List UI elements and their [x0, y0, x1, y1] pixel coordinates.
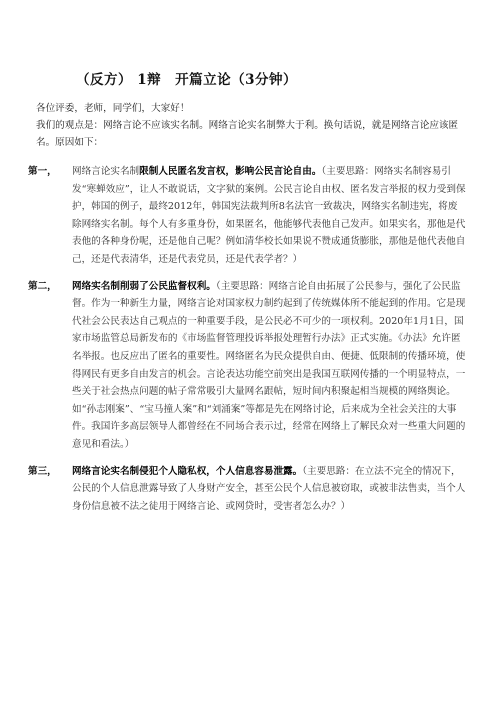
argument-3 — [28, 463, 466, 516]
intro-section — [36, 100, 466, 151]
argument-text — [72, 463, 466, 516]
argument-claim: 网络言论实名制侵犯个人隐私权，个人信息容易泄露。 — [72, 465, 303, 477]
greeting: 各位评委，老师，同学们，大家好！ — [36, 103, 190, 114]
argument-detail: （主要思路：网络实名制容易引发“寒蝉效应”，让人不敢说话，文字狱的案例。公民言论自由权、匿名发言举报的权力受到保护，韩国的例子，最终2012年，韩国宪法裁判所8名法官一致裁决，网络实名制违宪，将废除网络实名制。每个人有多重身份，如果匿名，他能够代表他自己发声。如果实名，那他是代表他的各种身份呢，还是他自己呢？例如清华校长如果说不赞成通货膨胀，那他是他代表他自己，还是代表清华，还是代表党员，还是代表学者？） — [72, 166, 466, 265]
argument-label: 第二， — [28, 280, 57, 292]
argument-text — [72, 278, 466, 454]
argument-claim: 限制人民匿名发言权，影响公民言论自由。 — [139, 166, 322, 177]
argument-label: 第一， — [28, 166, 57, 177]
argument-1 — [28, 163, 466, 269]
thesis-statement: 我们的观点是：网络言论不应该实名制。网络言论实名制弊大于利。换句话说，就是网络言论应该匿名。原因如下： — [36, 120, 459, 148]
page-title: （反方） 1辩 开篇立论（3分钟） — [76, 72, 297, 88]
argument-detail: （主要思路：网络言论自由拓展了公民参与，强化了公民监督。作为一种新生力量，网络言论对国家权力制约起到了传统媒体所不能起到的作用。它是现代社会公民表达自己观点的一种重要手段，是公民必不可少的一项权利。2020年1月1日，国家市场监管总局新发布的《市场监督管理投诉举报处理暂行办法》正式实施。《办法》允许匿名举报。也反应出了匿名的重要性。网络匿名为民众提供自由、便捷、低限制的传播环境，使得网民有更多自由发言的机会。言论表达功能空前突出是我国互联网传播的一个明显特点，一些关于社会热点问题的帖子常常吸引大量网名跟帖，短时间内积聚起相当规模的网络舆论。如“孙志刚案”、“宝马撞人案”和“刘涌案”等都是先在网络讨论，后来成为全社会关注的大事件。我国许多高层领导人都曾经在不同场合表示过，经常在网络上了解民众对一些重大问题的意见和看法。） — [72, 280, 466, 450]
argument-2 — [28, 278, 466, 454]
argument-text — [72, 163, 466, 269]
argument-detail: （主要思路：在立法不完全的情况下，公民的个人信息泄露导致了人身财产安全，甚至公民个人信息被窃取，或被非法售卖，当个人身份信息被不法之徒用于网络言论、或网贷时，受害者怎么办？） — [72, 465, 466, 512]
argument-lead: 网络言论实名制 — [72, 166, 140, 177]
argument-claim: 网络实名制削弱了公民监督权利。 — [72, 280, 216, 292]
argument-label: 第三， — [28, 465, 57, 477]
